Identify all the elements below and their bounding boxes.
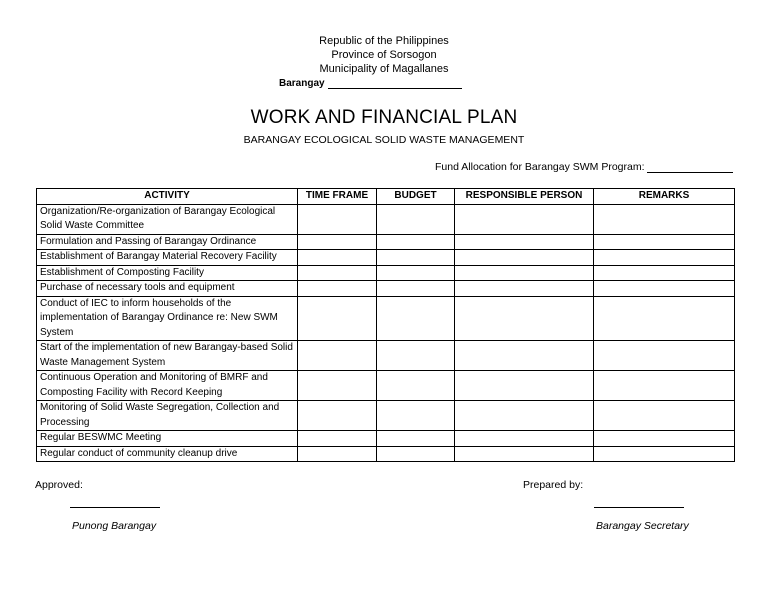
responsible-person-cell[interactable] xyxy=(455,265,594,281)
time-frame-cell[interactable] xyxy=(298,431,377,447)
responsible-person-cell[interactable] xyxy=(455,341,594,371)
budget-cell[interactable] xyxy=(377,341,455,371)
header-municipality: Municipality of Magallanes xyxy=(319,63,449,75)
remarks-cell[interactable] xyxy=(594,371,735,401)
remarks-cell[interactable] xyxy=(594,341,735,371)
activity-cell: Organization/Re-organization of Barangay Ecological Solid Waste Committee xyxy=(37,204,298,234)
signature-line-right xyxy=(594,507,684,508)
table-row xyxy=(37,341,735,371)
prepared-label: Prepared by: xyxy=(523,479,584,491)
activity-cell: Conduct of IEC to inform households of the implementation of Barangay Ordinance re: New SWM System xyxy=(37,296,298,341)
table-row xyxy=(37,204,735,234)
signatory-barangay-secretary: Barangay Secretary xyxy=(596,520,689,532)
time-frame-cell[interactable] xyxy=(298,371,377,401)
activity-cell: Continuous Operation and Monitoring of BMRF and Composting Facility with Record Keeping xyxy=(37,371,298,401)
time-frame-cell[interactable] xyxy=(298,281,377,297)
document-subtitle: BARANGAY ECOLOGICAL SOLID WASTE MANAGEMENT xyxy=(243,134,525,146)
table-header-row xyxy=(37,189,735,205)
activity-cell: Start of the implementation of new Barangay-based Solid Waste Management System xyxy=(37,341,298,371)
table-row xyxy=(37,401,735,431)
header-budget: BUDGET xyxy=(377,189,455,205)
time-frame-cell[interactable] xyxy=(298,265,377,281)
time-frame-cell[interactable] xyxy=(298,234,377,250)
budget-cell[interactable] xyxy=(377,234,455,250)
signatory-punong-barangay: Punong Barangay xyxy=(72,520,157,532)
remarks-cell[interactable] xyxy=(594,204,735,234)
activity-cell: Establishment of Barangay Material Recovery Facility xyxy=(37,250,298,266)
remarks-cell[interactable] xyxy=(594,401,735,431)
time-frame-cell[interactable] xyxy=(298,401,377,431)
budget-cell[interactable] xyxy=(377,446,455,462)
responsible-person-cell[interactable] xyxy=(455,446,594,462)
time-frame-cell[interactable] xyxy=(298,446,377,462)
table-row xyxy=(37,250,735,266)
time-frame-cell[interactable] xyxy=(298,250,377,266)
document-title: WORK AND FINANCIAL PLAN xyxy=(250,107,518,128)
table-row xyxy=(37,371,735,401)
header-republic: Republic of the Philippines xyxy=(319,35,449,47)
time-frame-cell[interactable] xyxy=(298,341,377,371)
responsible-person-cell[interactable] xyxy=(455,204,594,234)
table-row xyxy=(37,446,735,462)
barangay-label: Barangay xyxy=(279,78,325,89)
header-responsible-person: RESPONSIBLE PERSON xyxy=(455,189,594,205)
budget-cell[interactable] xyxy=(377,265,455,281)
fund-allocation-label: Fund Allocation for Barangay SWM Program: xyxy=(435,161,645,173)
responsible-person-cell[interactable] xyxy=(455,250,594,266)
remarks-cell[interactable] xyxy=(594,265,735,281)
header-time-frame: TIME FRAME xyxy=(298,189,377,205)
budget-cell[interactable] xyxy=(377,431,455,447)
activity-cell: Regular conduct of community cleanup drive xyxy=(37,446,298,462)
header-remarks: REMARKS xyxy=(594,189,735,205)
budget-cell[interactable] xyxy=(377,401,455,431)
activity-cell: Purchase of necessary tools and equipment xyxy=(37,281,298,297)
signature-line-left xyxy=(70,507,160,508)
table-row xyxy=(37,296,735,341)
remarks-cell[interactable] xyxy=(594,281,735,297)
budget-cell[interactable] xyxy=(377,296,455,341)
activity-cell: Formulation and Passing of Barangay Ordinance xyxy=(37,234,298,250)
barangay-field xyxy=(279,78,462,89)
budget-cell[interactable] xyxy=(377,250,455,266)
responsible-person-cell[interactable] xyxy=(455,281,594,297)
time-frame-cell[interactable] xyxy=(298,204,377,234)
responsible-person-cell[interactable] xyxy=(455,371,594,401)
responsible-person-cell[interactable] xyxy=(455,296,594,341)
work-plan-table xyxy=(36,188,735,462)
remarks-cell[interactable] xyxy=(594,446,735,462)
responsible-person-cell[interactable] xyxy=(455,234,594,250)
remarks-cell[interactable] xyxy=(594,234,735,250)
header-activity: ACTIVITY xyxy=(37,189,298,205)
table-body xyxy=(37,204,735,462)
table-row xyxy=(37,265,735,281)
budget-cell[interactable] xyxy=(377,281,455,297)
remarks-cell[interactable] xyxy=(594,296,735,341)
responsible-person-cell[interactable] xyxy=(455,401,594,431)
activity-cell: Monitoring of Solid Waste Segregation, Collection and Processing xyxy=(37,401,298,431)
table-row xyxy=(37,431,735,447)
barangay-blank-line xyxy=(328,78,462,89)
budget-cell[interactable] xyxy=(377,371,455,401)
table-row xyxy=(37,281,735,297)
budget-cell[interactable] xyxy=(377,204,455,234)
activity-cell: Regular BESWMC Meeting xyxy=(37,431,298,447)
fund-allocation-blank-line xyxy=(647,162,733,173)
time-frame-cell[interactable] xyxy=(298,296,377,341)
activity-cell: Establishment of Composting Facility xyxy=(37,265,298,281)
approved-label: Approved: xyxy=(35,479,83,491)
remarks-cell[interactable] xyxy=(594,431,735,447)
remarks-cell[interactable] xyxy=(594,250,735,266)
fund-allocation-field xyxy=(435,161,733,173)
table-row xyxy=(37,234,735,250)
responsible-person-cell[interactable] xyxy=(455,431,594,447)
header-province: Province of Sorsogon xyxy=(331,49,437,61)
